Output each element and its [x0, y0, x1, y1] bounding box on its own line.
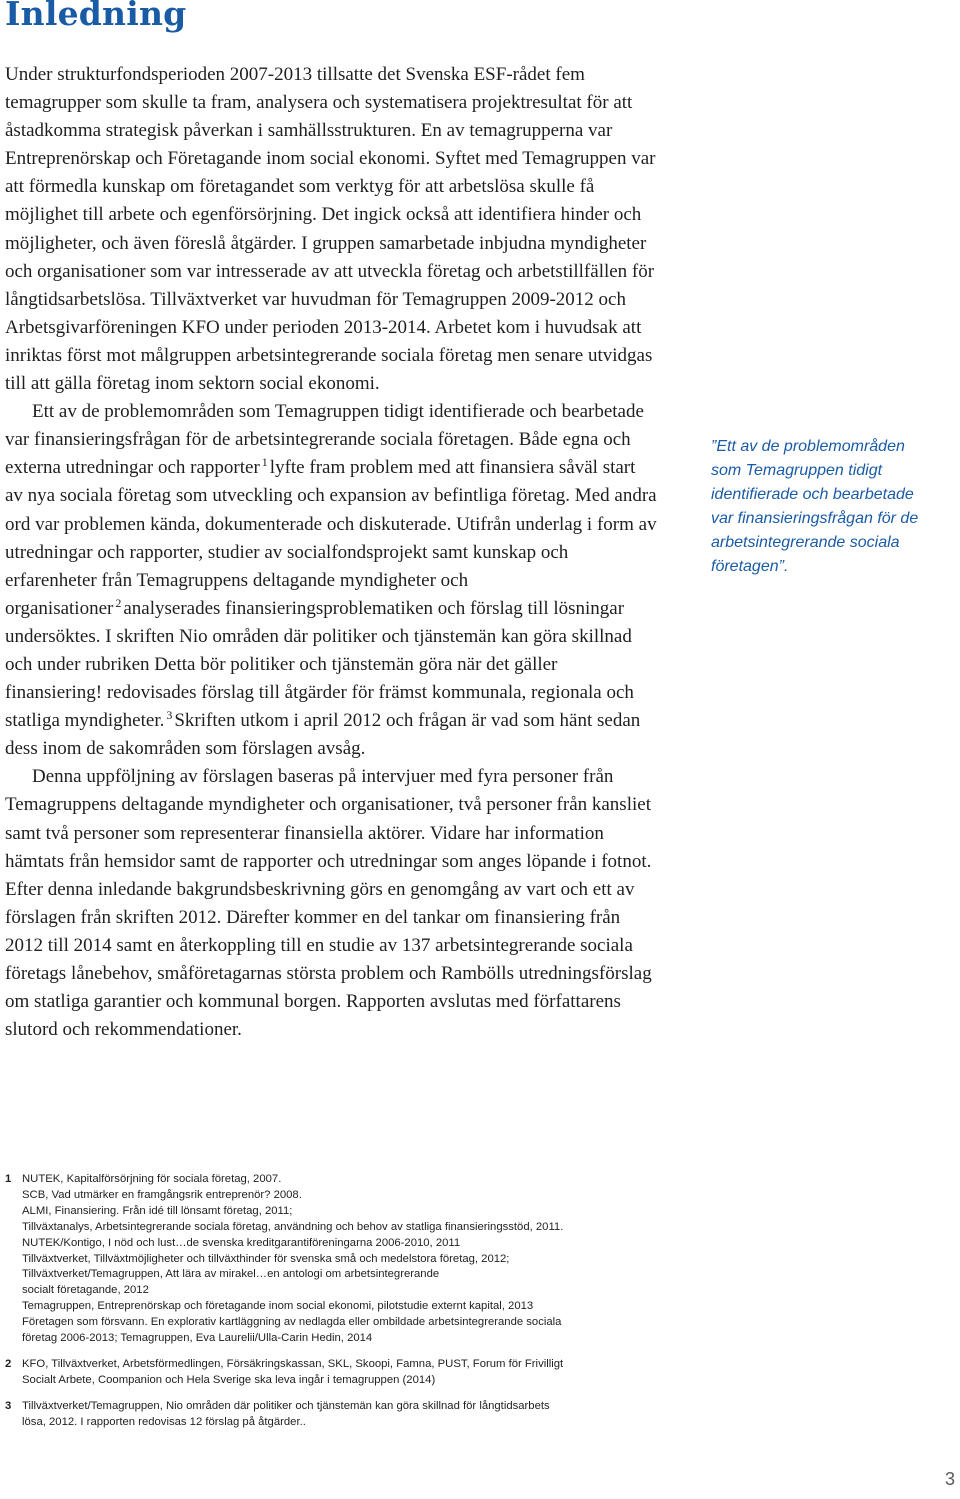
footnote-ref-2[interactable]: 2	[115, 595, 122, 610]
footnote-3	[5, 1399, 685, 1431]
paragraph-2-part-d: Skriften utkom i april 2012 och frågan är vad som hänt sedan dess inom de sakområden som förslagen avsåg.	[5, 710, 641, 760]
paragraph-3: Denna uppföljning av förslagen baseras på intervjuer med fyra personer från Temagruppens deltagande myndigheter och organisationer, två personer från kansliet samt två personer som representerar finansiella aktörer. Vidare har information hämtats från hemsidor samt de rapporter och utredningar som anges löpande i fotnot. Efter denna inledande bakgrundsbeskrivning görs en genomgång av vart och ett av förslagen från skriften 2012. Därefter kommer en del tankar om finansiering från 2012 till 2014 samt en återkoppling till en studie av 137 arbetsintegrerande sociala företags lånebehov, småföretagarnas största problem och Rambölls utredningsförslag om statliga garantier och kommunal borgen. Rapporten avslutas med författarens slutord och rekommendationer.	[5, 766, 652, 1041]
body-text	[5, 61, 657, 1044]
footnote-line: Tillväxtverket, Tillväxtmöjligheter och tillväxthinder för svenska små och medelstora företag, 2012;	[22, 1252, 510, 1265]
footnote-line: NUTEK/Kontigo, I nöd och lust…de svenska kreditgarantiföreningarna 2006-2010, 2011	[22, 1236, 461, 1249]
footnote-line: ALMI, Finansiering. Från idé till lönsamt företag, 2011;	[22, 1204, 293, 1217]
footnote-line: företag 2006-2013; Temagruppen, Eva Laurelii/Ulla-Carin Hedin, 2014	[22, 1332, 373, 1345]
footnote-line: SCB, Vad utmärker en framgångsrik entreprenör? 2008.	[22, 1188, 302, 1201]
page-number: 3	[945, 1469, 956, 1489]
footnote-ref-3[interactable]: 3	[166, 708, 173, 723]
footnote-number: 3	[5, 1399, 12, 1412]
footnote-ref-1[interactable]: 1	[261, 455, 268, 470]
footnote-line: Företagen som försvann. En explorativ kartläggning av nedlagda eller ombildade arbetsintegrerande sociala	[22, 1316, 562, 1329]
paragraph-2-part-a: Ett av de problemområden som Temagruppen tidigt identifierade och bearbetade var finansieringsfrågan för de arbetsintegrerande sociala företagen. Både egna och externa utredningar och rapporter	[5, 401, 644, 479]
paragraph-2-part-b: lyfte fram problem med att finansiera såväl start av nya sociala företag som utveckling och expansion av befintliga företag. Med andra ord var problemen kända, dokumenterade och diskuterade. Utifrån underlag i form av utredningar och rapporter, studier av socialfondsprojekt samt kunskap och erfarenheter från Temagruppens deltagande myndigheter och organisationer	[5, 457, 657, 619]
footnote-line: Tillväxtanalys, Arbetsintegrerande sociala företag, användning och behov av statliga finansieringsstöd, 2011.	[22, 1220, 564, 1233]
footnote-1	[5, 1172, 685, 1347]
footnote-line: lösa, 2012. I rapporten redovisas 12 förslag på åtgärder..	[22, 1415, 306, 1428]
footnote-line: Tillväxtverket/Temagruppen, Att lära av mirakel…en antologi om arbetsintegrerande	[22, 1268, 440, 1281]
footnote-line: Socialt Arbete, Coompanion och Hela Sverige ska leva ingår i temagruppen (2014)	[22, 1373, 436, 1386]
footnote-line: Tillväxtverket/Temagruppen, Nio områden där politiker och tjänstemän kan göra skillnad för långtidsarbets	[22, 1399, 550, 1412]
paragraph-2-part-c: analyserades finansieringsproblematiken och förslag till lösningar undersöktes. I skriften Nio områden där politiker och tjänstemän kan göra skillnad och under rubriken Detta bör politiker och tjänstemän göra när det gäller finansiering! redovisades förslag till åtgärder för främst kommunala, regionala och statliga myndigheter.	[5, 597, 634, 732]
footnote-2	[5, 1357, 685, 1389]
paragraph-1: Under strukturfondsperioden 2007-2013 tillsatte det Svenska ESF-rådet fem temagrupper som skulle ta fram, analysera och systematisera projektresultat för att åstadkomma strategisk påverkan i samhällsstrukturen. En av temagrupperna var Entreprenörskap och Företagande inom social ekonomi. Syftet med Temagruppen var att förmedla kunskap om företagandet som verktyg för att arbetslösa skulle få möjlighet till arbete och egenförsörjning. Det ingick också att identifiera hinder och möjligheter, och även föreslå åtgärder. I gruppen samarbetade inbjudna myndigheter och organisationer som var intresserade av att utveckla företag och arbetstillfällen för långtidsarbetslösa. Tillväxtverket var huvudman för Temagruppen 2009-2012 och Arbetsgivarföreningen KFO under perioden 2013-2014. Arbetet kom i huvudsak att inriktas först mot målgruppen arbetsintegrerande sociala företag men senare utvidgas till att gälla företag inom sektorn social ekonomi.	[5, 64, 656, 395]
footnote-line: NUTEK, Kapitalförsörjning för sociala företag, 2007.	[22, 1173, 282, 1185]
footnote-number: 2	[5, 1357, 12, 1370]
page-heading: Inledning	[5, 0, 187, 33]
paragraph-2	[5, 398, 657, 763]
footnote-line: socialt företagande, 2012	[22, 1284, 149, 1297]
pull-quote: ”Ett av de problemområden som Temagruppen tidigt identifierade och bearbetade var finansieringsfrågan för de arbetsintegrerande sociala företagen”.	[711, 438, 919, 575]
footnote-line: KFO, Tillväxtverket, Arbetsförmedlingen, Försäkringskassan, SKL, Skoopi, Famna, PUST, Forum för Frivilligt	[22, 1357, 564, 1370]
footnotes	[5, 1172, 685, 1441]
footnote-number: 1	[5, 1173, 12, 1185]
footnote-line: Temagruppen, Entreprenörskap och företagande inom social ekonomi, pilotstudie externt kapital, 2013	[22, 1300, 534, 1313]
